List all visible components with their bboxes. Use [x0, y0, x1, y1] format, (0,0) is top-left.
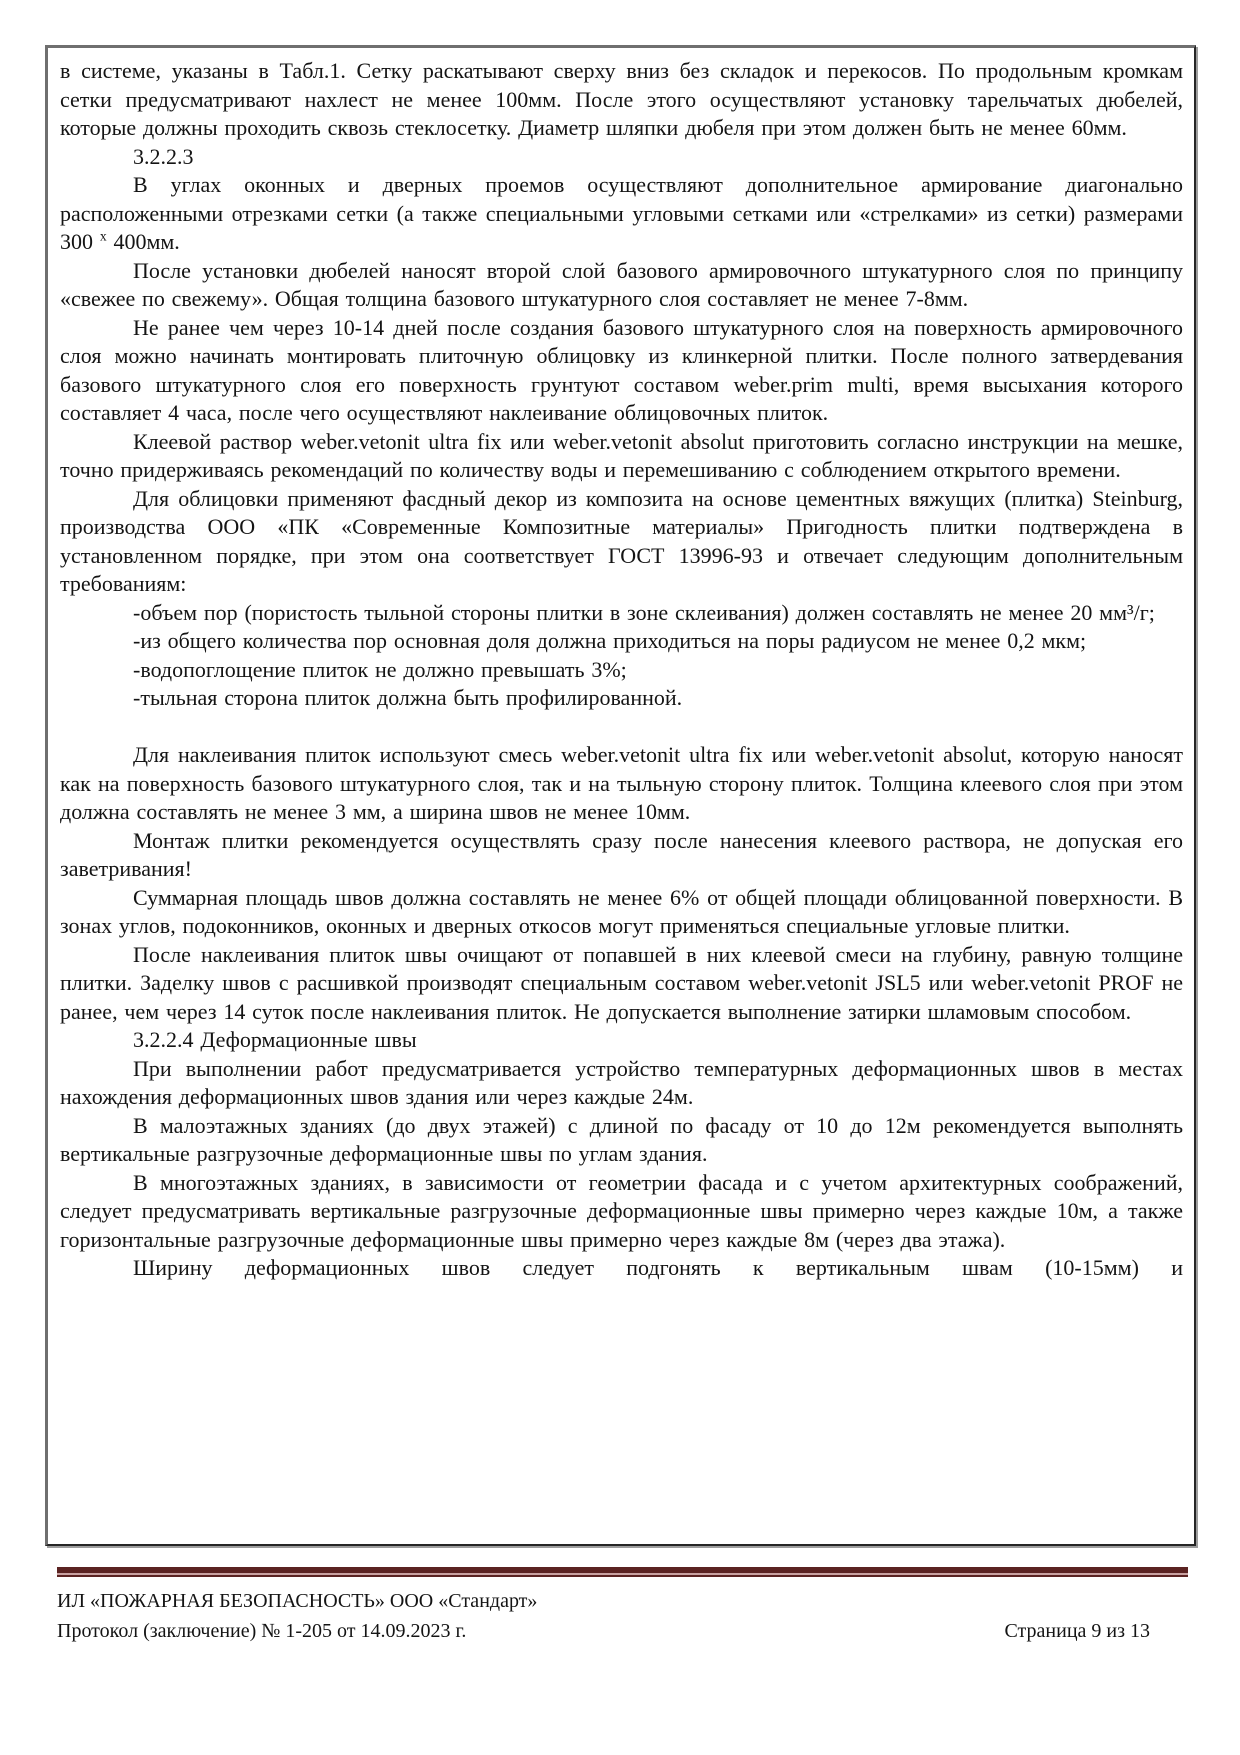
paragraph: [60, 713, 1183, 742]
text-run: Ширину деформационных швов следует подгонять к вертикальным швам (10-15мм) и: [133, 1255, 1183, 1280]
text-run: Монтаж плитки рекомендуется осуществлять сразу после нанесения клеевого раствора, не допуская его заветривания!: [60, 827, 1183, 881]
paragraph: [60, 1112, 1183, 1169]
paragraph: [60, 941, 1183, 1027]
footer-protocol-reference: Протокол (заключение) № 1-205 от 14.09.2023 г.: [57, 1620, 467, 1642]
superscript-text: х: [99, 228, 107, 244]
text-run: 400мм.: [106, 229, 180, 254]
paragraph: [60, 57, 1183, 143]
body-paragraphs: [60, 57, 1183, 1283]
paragraph: [60, 314, 1183, 428]
footer-rule-thin-bar: [57, 1575, 1188, 1577]
text-run: Клеевой раствор weber.vetonit ultra fix или weber.vetonit absolut приготовить согласно инструкции на мешке, точно придерживаясь рекомендаций по количеству воды и перемешиванию с соблюдением открытого времени.: [60, 428, 1183, 482]
paragraph: [60, 428, 1183, 485]
footer-lab-name: ИЛ «ПОЖАРНАЯ БЕЗОПАСНОСТЬ» ООО «Стандарт»: [57, 1590, 538, 1612]
text-run: При выполнении работ предусматривается устройство температурных деформационных швов в местах нахождения деформационных швов здания или через каждые 24м.: [60, 1055, 1183, 1109]
footer-second-line: [57, 1618, 1150, 1644]
paragraph: [60, 1055, 1183, 1112]
text-run: в системе, указаны в Табл.1. Сетку раскатывают сверху вниз без складок и перекосов. По продольным кромкам сетки предусматривают нахлест не менее 100мм. После этого осуществляют установку тарельчатых дюбелей, которые должны проходить сквозь стеклосетку. Диаметр шляпки дюбеля при этом должен быть не менее 60мм.: [60, 58, 1183, 140]
paragraph: [60, 627, 1183, 656]
paragraph: [60, 656, 1183, 685]
text-run: В малоэтажных зданиях (до двух этажей) с длиной по фасаду от 10 до 12м рекомендуется выполнять вертикальные разгрузочные деформационные швы по углам здания.: [60, 1112, 1183, 1166]
paragraph: [60, 257, 1183, 314]
text-run: Не ранее чем через 10-14 дней после создания базового штукатурного слоя на поверхность армировочного слоя можно начинать монтировать плиточную облицовку из клинкерной плитки. После полного затвердевания базового штукатурного слоя его поверхность грунтуют составом weber.prim multi, время высыхания которого составляет 4 часа, после чего осуществляют наклеивание облицовочных плиток.: [60, 314, 1183, 425]
footer-rule: [57, 1567, 1188, 1577]
text-run: Для наклеивания плиток используют смесь weber.vetonit ultra fix или weber.vetonit absolut, которую наносят как на поверхность базового штукатурного слоя, так и на тыльную сторону плиток. Толщина клеевого слоя при этом должна составлять не менее 3 мм, а ширина швов не менее 10мм.: [60, 742, 1183, 824]
document-text-frame: [45, 45, 1196, 1546]
paragraph: [60, 171, 1183, 257]
paragraph: [60, 599, 1183, 628]
text-run: После наклеивания плиток швы очищают от попавшей в них клеевой смеси на глубину, равную толщине плитки. Заделку швов с расшивкой производят специальным составом weber.vetonit JSL5 или weber.vetonit PROF не ранее, чем через 14 суток после наклеивания плиток. Не допускается выполнение затирки шламовым способом.: [60, 941, 1183, 1024]
paragraph: [60, 884, 1183, 941]
footer-page-indicator: Страница 9 из 13: [1004, 1620, 1150, 1642]
text-run: В углах оконных и дверных проемов осуществляют дополнительное армирование диагонально расположенными отрезками сетки (а также специальными угловыми сетками или «стрелками» из сетки) размерами 300: [60, 172, 1183, 254]
paragraph: [60, 485, 1183, 599]
paragraph: [60, 143, 1183, 172]
text-run: После установки дюбелей наносят второй слой базового армировочного штукатурного слоя по принципу «свежее по свежему». Общая толщина базового штукатурного слоя составляет не менее 7-8мм.: [60, 257, 1183, 311]
paragraph: [60, 684, 1183, 713]
paragraph: [60, 1026, 1183, 1055]
text-run: Суммарная площадь швов должна составлять не менее 6% от общей площади облицованной поверхности. В зонах углов, подоконников, оконных и дверных откосов могут применяться специальные угловые плитки.: [60, 884, 1183, 938]
paragraph: [60, 1169, 1183, 1255]
text-run: 3.2.2.4 Деформационные швы: [133, 1027, 417, 1052]
text-run: -тыльная сторона плиток должна быть профилированной.: [133, 685, 683, 710]
text-run: В многоэтажных зданиях, в зависимости от геометрии фасада и с учетом архитектурных соображений, следует предусматривать вертикальные разгрузочные деформационные швы примерно через каждые 10м, а также горизонтальные разгрузочные деформационные швы примерно через каждые 8м (через два этажа).: [60, 1169, 1183, 1252]
paragraph: [60, 1254, 1183, 1283]
text-run: Для облицовки применяют фасдный декор из композита на основе цементных вяжущих (плитка) Steinburg, производства ООО «ПК «Современные Композитные материалы» Пригодность плитки подтверждена в установленном порядке, при этом она соответствует ГОСТ 13996-93 и отвечает следующим дополнительным требованиям:: [60, 485, 1183, 596]
text-run: 3.2.2.3: [133, 143, 194, 169]
paragraph: [60, 741, 1183, 827]
paragraph: [60, 827, 1183, 884]
text-run: -из общего количества пор основная доля должна приходиться на поры радиусом не менее 0,2 мкм;: [133, 628, 1087, 653]
text-run: -объем пор (пористость тыльной стороны плитки в зоне склеивания) должен составлять не менее 20 мм³/г;: [133, 599, 1155, 625]
text-run: -водопоглощение плиток не должно превышать 3%;: [133, 656, 627, 682]
